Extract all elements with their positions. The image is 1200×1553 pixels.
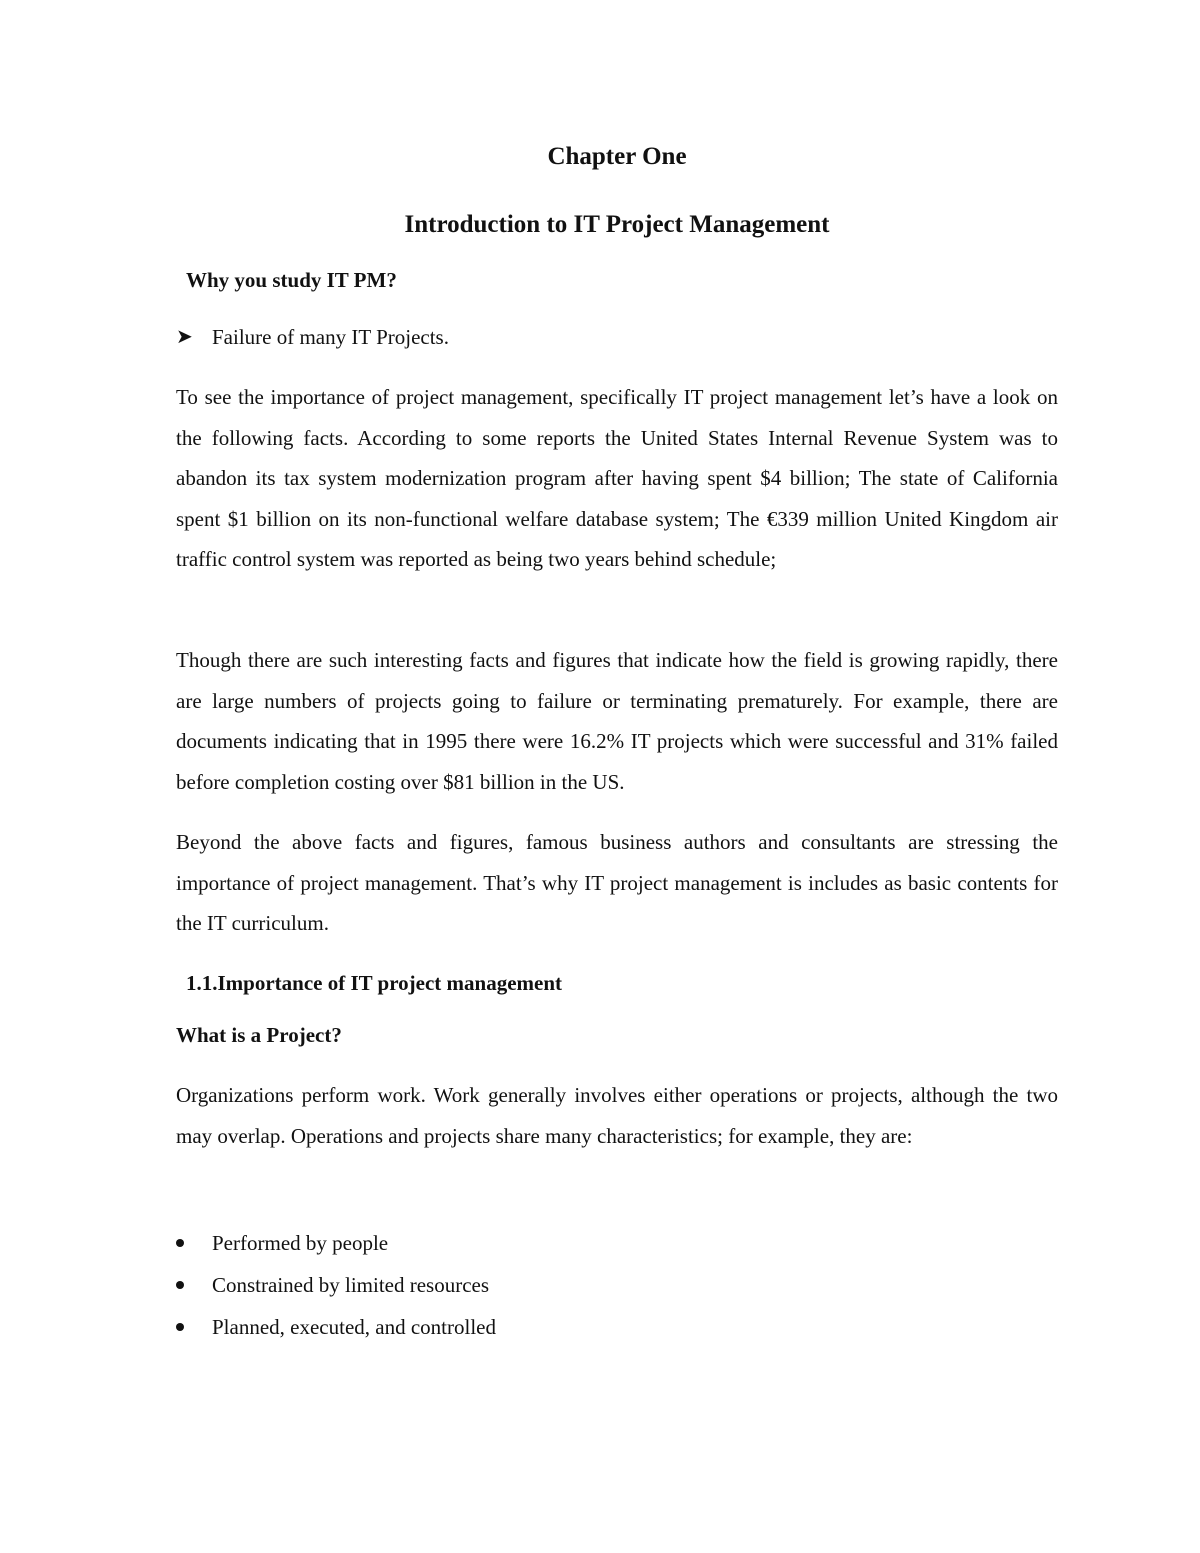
question-heading-what-is-project: What is a Project? [176,1023,342,1047]
list-item-text: Performed by people [212,1231,389,1255]
list-item [176,1222,496,1264]
chapter-title: Chapter One [547,143,687,170]
bullet-dot-icon [176,1239,184,1247]
list-item-text: Planned, executed, and controlled [212,1315,496,1339]
list-item-text: Constrained by limited resources [212,1273,490,1297]
arrow-bullet-icon: ➤ [176,326,193,348]
bullet-dot-icon [176,1323,184,1331]
paragraph-facts: To see the importance of project management, specifically IT project management let’s have a look on the following facts. According to some reports the United States Internal Revenue System was to abandon its tax system modernization program after having spent $4 billion; The state of California spent $1 billion on its non-functional welfare database system; The €339 million United Kingdom air traffic control system was reported as being two years behind schedule; [176,385,1058,571]
paragraph-failure-stats: Though there are such interesting facts and figures that indicate how the field is growing rapidly, there are large numbers of projects going to failure or terminating prematurely. For example, there are documents indicating that in 1995 there were 16.2% IT projects which were successful and 31% failed before completion costing over $81 billion in the US. [176,648,1058,794]
section-heading-1-1: 1.1.Importance of IT project management [186,971,563,995]
paragraph-organizations: Organizations perform work. Work generally involves either operations or projects, although the two may overlap. Operations and projects share many characteristics; for example, they are: [176,1083,1058,1148]
bullet-dot-icon [176,1281,184,1289]
arrow-list-item-text: Failure of many IT Projects. [212,325,449,349]
bullet-list [176,1222,496,1348]
subheading-why-study: Why you study IT PM? [186,268,397,292]
list-item [176,1306,496,1348]
list-item [176,1264,496,1306]
main-title: Introduction to IT Project Management [404,211,830,238]
arrow-list-item [176,322,449,352]
paragraph-importance: Beyond the above facts and figures, famous business authors and consultants are stressing the importance of project management. That’s why IT project management is includes as basic contents for the IT curriculum. [176,830,1058,935]
document-page [176,0,1058,1553]
